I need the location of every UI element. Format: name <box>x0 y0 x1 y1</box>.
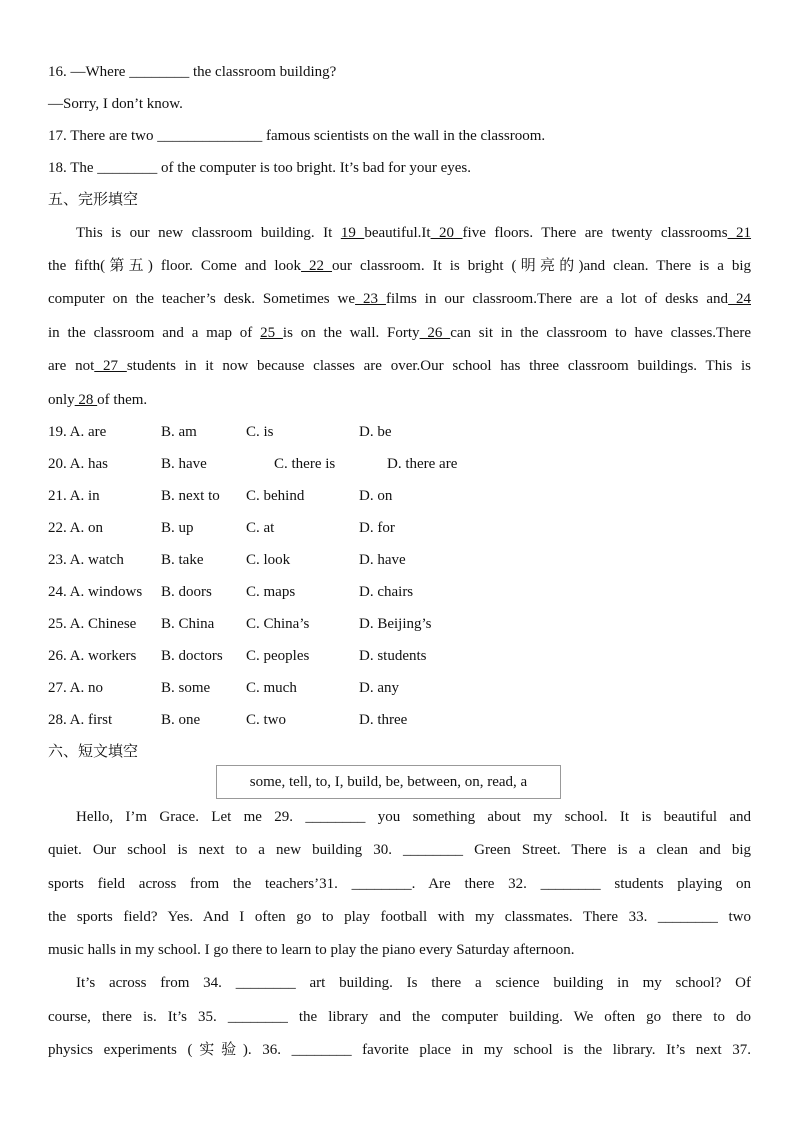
option-a: 25. A. Chinese <box>48 616 137 632</box>
option-a: 22. A. on <box>48 520 104 536</box>
option-b: B. next to <box>161 488 220 504</box>
option-c: C. two <box>246 712 287 728</box>
blank-19: 19 <box>340 225 365 241</box>
option-d: D. there are <box>387 456 458 472</box>
option-d: D. chairs <box>359 584 414 600</box>
passage-p1-line3: sports field across from the teachers’31. ________. Are there 32. ________ students playing on <box>48 876 751 892</box>
option-a: 19. A. are <box>48 424 107 440</box>
blank-21: 21 <box>727 225 752 241</box>
option-c: C. at <box>246 520 275 536</box>
option-d: D. for <box>359 520 395 536</box>
question-17: 17. There are two ______________ famous scientists on the wall in the classroom. <box>48 128 546 144</box>
cloze-line-4: in the classroom and a map of 25 is on the wall. Forty 26 can sit in the classroom to have classes.There <box>48 325 751 341</box>
option-a: 23. A. watch <box>48 552 124 568</box>
passage-p1-line4: the sports field? Yes. And I often go to play football with my classmates. There 33. ________ two <box>48 909 751 925</box>
option-b: B. doors <box>161 584 212 600</box>
blank-26: 26 <box>419 325 451 341</box>
option-c: C. much <box>246 680 297 696</box>
option-b: B. up <box>161 520 194 536</box>
section-6-title: 六、短文填空 <box>48 744 139 760</box>
passage-p2-line1: It’s across from 34. ________ art building. Is there a science building in my school? Of <box>76 975 751 991</box>
passage-p1-line5: music halls in my school. I go there to learn to play the piano every Saturday afternoon. <box>48 942 575 958</box>
option-d: D. on <box>359 488 393 504</box>
option-b: B. take <box>161 552 204 568</box>
blank-23: 23 <box>355 291 386 307</box>
cloze-line-2: the fifth(第五) floor. Come and look 22 our classroom. It is bright (明亮的)and clean. There is a big <box>48 258 752 274</box>
blank-27: 27 <box>94 358 127 374</box>
passage-p2-line2: course, there is. It’s 35. ________ the library and the computer building. We often go there to do <box>48 1009 751 1025</box>
option-d: D. students <box>359 648 427 664</box>
option-d: D. have <box>359 552 406 568</box>
question-16-line1: 16. —Where ________ the classroom building? <box>48 64 337 80</box>
passage-p1-line1: Hello, I’m Grace. Let me 29. ________ you something about my school. It is beautiful and <box>76 809 751 825</box>
option-a: 24. A. windows <box>48 584 143 600</box>
option-d: D. Beijing’s <box>359 616 432 632</box>
option-a: 21. A. in <box>48 488 100 504</box>
cloze-line-5: are not 27 students in it now because classes are over.Our school has three classroom buildings. This is <box>48 358 751 374</box>
question-16-line2: —Sorry, I don’t know. <box>48 96 183 112</box>
option-a: 20. A. has <box>48 456 108 472</box>
option-c: C. is <box>246 424 274 440</box>
option-c: C. peoples <box>246 648 310 664</box>
blank-25: 25 <box>260 325 283 341</box>
passage-p1-line2: quiet. Our school is next to a new building 30. ________ Green Street. There is a clean and big <box>48 842 751 858</box>
option-d: D. three <box>359 712 408 728</box>
option-a: 28. A. first <box>48 712 113 728</box>
option-c: C. there is <box>274 456 336 472</box>
option-c: C. China’s <box>246 616 310 632</box>
passage-p2-line3: physics experiments (实验). 36. ________ favorite place in my school is the library. It’s next 37. <box>48 1042 751 1058</box>
word-bank-box: some, tell, to, I, build, be, between, on, read, a <box>216 765 561 799</box>
cloze-line-3: computer on the teacher’s desk. Sometimes we 23 films in our classroom.There are a lot of desks and 24 <box>48 291 751 307</box>
option-b: B. am <box>161 424 197 440</box>
option-d: D. any <box>359 680 399 696</box>
option-b: B. doctors <box>161 648 223 664</box>
blank-20: 20 <box>430 225 463 241</box>
section-5-title: 五、完形填空 <box>48 192 139 208</box>
option-b: B. have <box>161 456 207 472</box>
option-b: B. China <box>161 616 215 632</box>
blank-24: 24 <box>728 291 751 307</box>
option-b: B. some <box>161 680 211 696</box>
option-c: C. behind <box>246 488 305 504</box>
blank-22: 22 <box>301 258 333 274</box>
cloze-line-1: This is our new classroom building. It 19 beautiful.It 20 five floors. There are twenty classrooms 21 <box>76 225 752 241</box>
question-18: 18. The ________ of the computer is too bright. It’s bad for your eyes. <box>48 160 471 176</box>
option-d: D. be <box>359 424 392 440</box>
option-a: 26. A. workers <box>48 648 137 664</box>
option-c: C. look <box>246 552 291 568</box>
cloze-line-6: only 28 of them. <box>48 392 148 408</box>
blank-28: 28 <box>74 392 98 408</box>
option-c: C. maps <box>246 584 296 600</box>
option-b: B. one <box>161 712 201 728</box>
option-a: 27. A. no <box>48 680 104 696</box>
